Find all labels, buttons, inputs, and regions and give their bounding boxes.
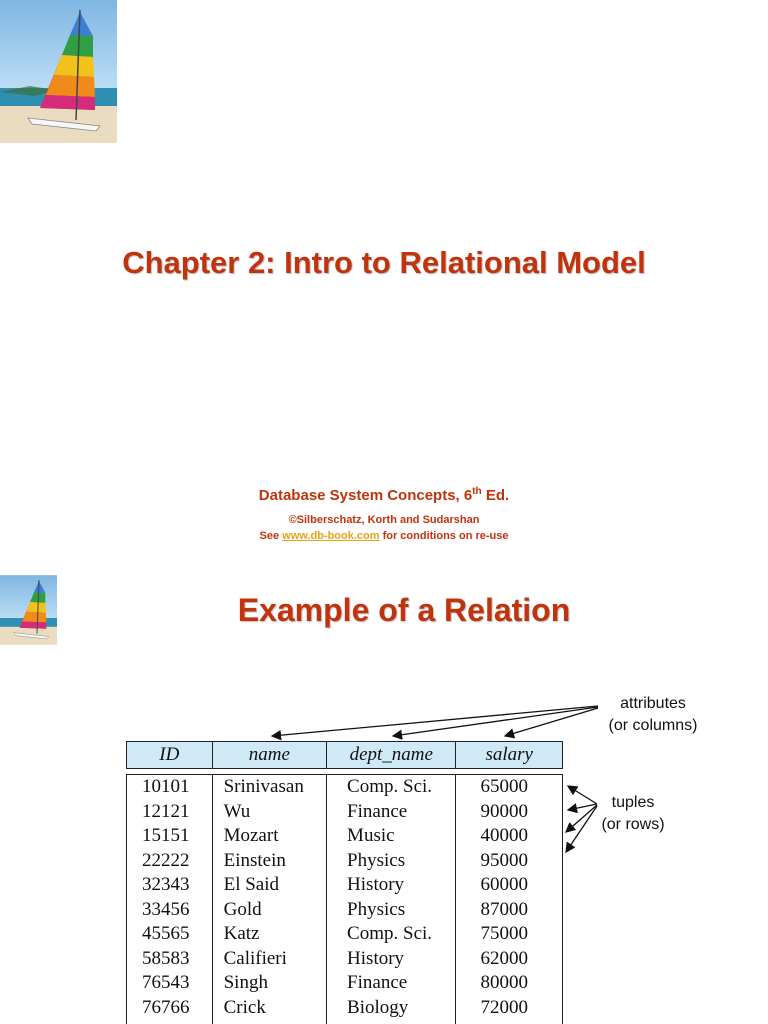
db-book-link[interactable]: www.db-book.com [282, 530, 380, 542]
name-cell: Wu [223, 800, 251, 822]
relation-example-slide [0, 570, 768, 1024]
salary-cell: 90000 [480, 800, 528, 822]
relation-header-row [126, 741, 563, 769]
dept-name-cell: Physics [347, 898, 406, 920]
name-cell: El Said [223, 874, 280, 895]
salary-column [455, 775, 562, 1024]
column-header-salary: salary [455, 742, 562, 768]
tuples-note [583, 792, 683, 836]
salary-cell: 60000 [480, 874, 528, 895]
relation-body [126, 774, 563, 1024]
chapter-title: Chapter 2: Intro to Relational Model [122, 245, 646, 280]
tuples-note-line1: tuples [611, 794, 655, 811]
column-header-id: ID [159, 744, 180, 765]
attribute-arrows [272, 706, 598, 736]
dept-name-cell: Comp. Sci. [347, 923, 433, 944]
salary-cell: 65000 [480, 776, 528, 797]
attributes-note-line2: (or columns) [608, 717, 698, 734]
salary-cell: 87000 [480, 898, 528, 920]
name-cell: Singh [223, 972, 268, 993]
dept-name-cell: Finance [347, 800, 408, 822]
name-cell: Califieri [223, 947, 287, 969]
id-cell: 15151 [142, 825, 190, 846]
slide-title: Example of a Relation [237, 592, 571, 628]
attributes-note-line1: attributes [620, 695, 686, 712]
salary-cell: 62000 [480, 947, 528, 969]
dept-name-cell: Biology [347, 996, 409, 1018]
salary-cell: 75000 [480, 923, 528, 944]
dept-name-cell: History [347, 947, 405, 969]
id-cell: 58583 [142, 947, 190, 969]
id-cell: 10101 [142, 776, 190, 797]
name-cell: Katz [223, 923, 260, 944]
dept-name-cell: Finance [347, 972, 408, 993]
name-column [212, 775, 326, 1024]
copyright-line: ©Silberschatz, Korth and Sudarshan [288, 514, 480, 526]
salary-cell: 95000 [480, 849, 528, 871]
salary-cell: 72000 [480, 996, 528, 1018]
dept-name-cell: History [347, 874, 405, 895]
instructor-relation-table [126, 741, 563, 1024]
salary-cell: 40000 [480, 825, 528, 846]
dept-name-cell: Comp. Sci. [347, 776, 433, 797]
name-cell: Einstein [223, 849, 286, 871]
dept-name-cell: Music [347, 825, 395, 846]
dept-name-column [326, 775, 455, 1024]
id-cell: 32343 [142, 874, 190, 895]
book-edition-suffix: Ed. [481, 487, 510, 504]
id-cell: 12121 [142, 800, 190, 822]
id-cell: 45565 [142, 923, 190, 944]
book-title-text: Database System Concepts, 6 [258, 487, 473, 504]
name-cell: Gold [223, 898, 262, 920]
reuse-prefix: See [259, 530, 283, 542]
id-cell: 22222 [142, 849, 190, 871]
name-cell: Crick [223, 996, 266, 1018]
column-header-dept-name: dept_name [326, 742, 455, 768]
book-edition-sup: th [472, 486, 482, 497]
reuse-note [0, 530, 768, 542]
name-cell: Mozart [223, 825, 279, 846]
id-column [127, 775, 212, 1024]
id-cell: 76766 [142, 996, 190, 1018]
book-title [0, 486, 768, 504]
attributes-note [588, 693, 718, 737]
dept-name-cell: Physics [347, 849, 406, 871]
column-header-name: name [212, 742, 326, 768]
tuples-note-line2: (or rows) [601, 816, 665, 833]
id-cell: 33456 [142, 898, 190, 920]
id-cell: 76543 [142, 972, 190, 993]
reuse-suffix: for conditions on re-use [379, 530, 509, 542]
name-cell: Srinivasan [223, 776, 304, 797]
salary-cell: 80000 [480, 972, 528, 993]
sailboat-logo-icon [0, 0, 117, 143]
